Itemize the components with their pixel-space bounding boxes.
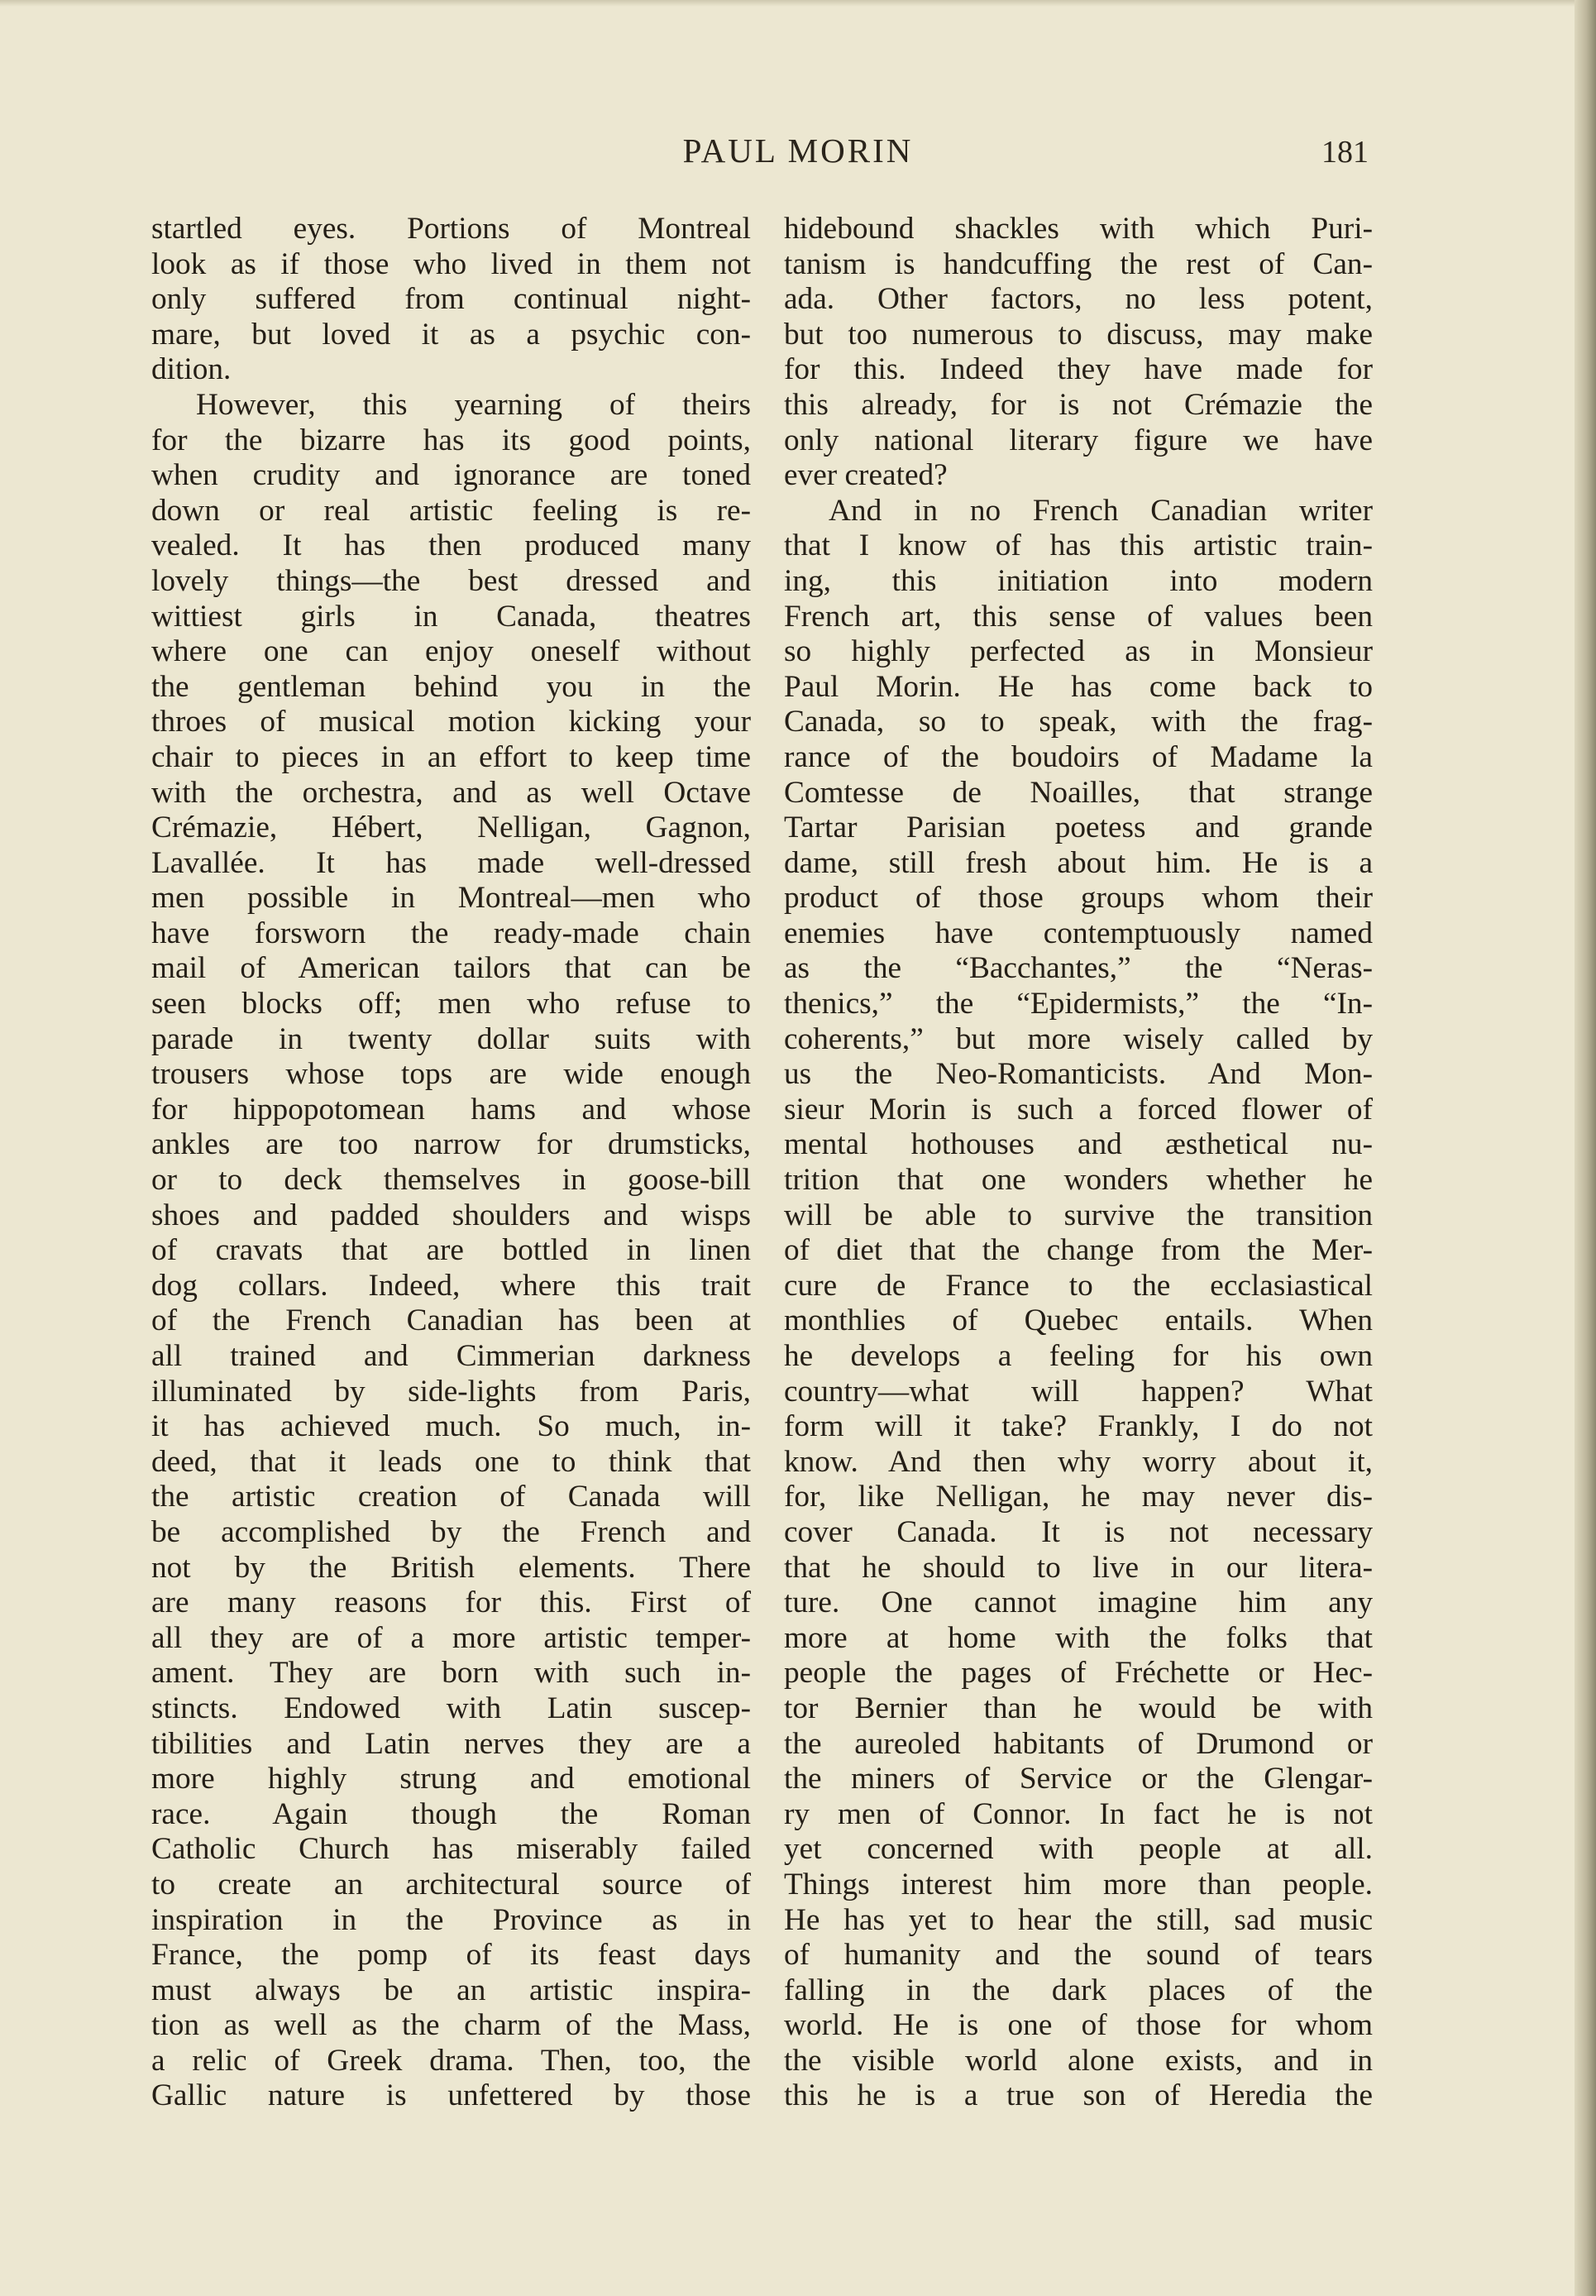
page-binding-edge [1574,0,1596,2296]
text-column-right [784,212,1373,2114]
text-line: he develops a feeling for his own [784,1339,1373,1373]
text-line: more at home with the folks that [784,1620,1373,1655]
text-line: must always be an artistic inspira- [151,1973,751,2007]
text-line: Catholic Church has miserably failed [151,1832,751,1867]
text-line: have forsworn the ready-made chain [151,916,751,950]
text-line: ing, this initiation into modern [784,563,1373,598]
text-line: only suffered from continual night- [151,282,751,317]
text-line: Comtesse de Noailles, that strange [784,775,1373,810]
text-line: deed, that it leads one to think that [151,1444,751,1479]
text-line: the artistic creation of Canada will [151,1480,751,1514]
text-line: ada. Other factors, no less potent, [784,282,1373,317]
text-line: coherents,” but more wisely called by [784,1021,1373,1056]
text-line: that I know of has this artistic train- [784,529,1373,563]
text-line: a relic of Greek drama. Then, too, the [151,2043,751,2078]
text-line: product of those groups whom their [784,881,1373,916]
text-line: Canada, so to speak, with the frag- [784,705,1373,739]
text-line: However, this yearning of theirs [196,387,751,422]
text-line: it has achieved much. So much, in- [151,1409,751,1444]
page-number: 181 [1321,135,1369,170]
text-line: Crémazie, Hébert, Nelligan, Gagnon, [151,811,751,845]
text-line: Paul Morin. He has come back to [784,669,1373,704]
text-line: ture. One cannot imagine him any [784,1586,1373,1620]
text-line: all trained and Cimmerian darkness [151,1339,751,1373]
text-line: mail of American tailors that can be [151,951,751,986]
text-line: are many reasons for this. First of [151,1586,751,1620]
text-line: for this. Indeed they have made for [784,352,1373,387]
text-line: where one can enjoy oneself without [151,634,751,669]
text-line: down or real artistic feeling is re- [151,493,751,528]
text-line: startled eyes. Portions of Montreal [151,212,751,246]
text-line: more highly strung and emotional [151,1762,751,1796]
page-top-edge [0,0,1596,7]
text-line: for hippopotomean hams and whose [151,1092,751,1126]
text-line: dog collars. Indeed, where this trait [151,1268,751,1303]
text-line: with the orchestra, and as well Octave [151,775,751,810]
text-line: Things interest him more than people. [784,1867,1373,1901]
text-line: of the French Canadian has been at [151,1303,751,1338]
text-line: Gallic nature is unfettered by those [151,2078,751,2113]
running-title: PAUL MORIN [682,132,914,170]
text-line: lovely things—the best dressed and [151,563,751,598]
text-line: trousers whose tops are wide enough [151,1057,751,1092]
text-line: ry men of Connor. In fact he is not [784,1796,1373,1831]
text-line: this he is a true son of Heredia the [784,2078,1373,2113]
text-line: for the bizarre has its good points, [151,423,751,457]
text-line: tibilities and Latin nerves they are a [151,1726,751,1761]
text-line: world. He is one of those for whom [784,2008,1373,2043]
text-line: tanism is handcuffing the rest of Can- [784,246,1373,281]
text-line: stincts. Endowed with Latin suscep- [151,1691,751,1725]
text-line: monthlies of Quebec entails. When [784,1303,1373,1338]
text-line: so highly perfected as in Monsieur [784,634,1373,669]
text-line: the miners of Service or the Glengar- [784,1762,1373,1796]
text-line: know. And then why worry about it, [784,1444,1373,1479]
text-line: vealed. It has then produced many [151,529,751,563]
text-line: to create an architectural source of [151,1867,751,1901]
text-line: people the pages of Fréchette or Hec- [784,1656,1373,1691]
text-line: shoes and padded shoulders and wisps [151,1198,751,1232]
text-line: tion as well as the charm of the Mass, [151,2008,751,2043]
text-line: country—what will happen? What [784,1374,1373,1409]
text-line: be accomplished by the French and [151,1514,751,1549]
text-line: hidebound shackles with which Puri- [784,212,1373,246]
text-line: or to deck themselves in goose-bill [151,1163,751,1198]
text-line: cover Canada. It is not necessary [784,1514,1373,1549]
text-line: ankles are too narrow for drumsticks, [151,1127,751,1162]
text-line: He has yet to hear the still, sad music [784,1902,1373,1937]
text-line: the gentleman behind you in the [151,669,751,704]
text-line: this already, for is not Crémazie the [784,387,1373,422]
text-line: enemies have contemptuously named [784,916,1373,950]
text-line: the visible world alone exists, and in [784,2043,1373,2078]
text-line: when crudity and ignorance are toned [151,458,751,493]
text-line: falling in the dark places of the [784,1973,1373,2007]
text-line: only national literary figure we have [784,423,1373,457]
text-line: ament. They are born with such in- [151,1656,751,1691]
text-line: France, the pomp of its feast days [151,1938,751,1973]
text-line: of diet that the change from the Mer- [784,1233,1373,1268]
text-line: inspiration in the Province as in [151,1902,751,1937]
text-line: look as if those who lived in them not [151,246,751,281]
text-line: thenics,” the “Epidermists,” the “In- [784,987,1373,1021]
text-line: wittiest girls in Canada, theatres [151,599,751,634]
text-line: that he should to live in our litera- [784,1550,1373,1585]
text-line: cure de France to the ecclasiastical [784,1268,1373,1303]
text-line: not by the British elements. There [151,1550,751,1585]
text-line: men possible in Montreal—men who [151,881,751,916]
text-line: mare, but loved it as a psychic con- [151,317,751,352]
text-line: for, like Nelligan, he may never dis- [784,1480,1373,1514]
text-line: parade in twenty dollar suits with [151,1021,751,1056]
text-line: sieur Morin is such a forced flower of [784,1092,1373,1126]
text-line: Lavallée. It has made well-dressed [151,845,751,880]
text-line: throes of musical motion kicking your [151,705,751,739]
text-line: dition. [151,352,232,387]
text-line: trition that one wonders whether he [784,1163,1373,1198]
text-line: mental hothouses and æsthetical nu- [784,1127,1373,1162]
text-line: chair to pieces in an effort to keep time [151,739,751,774]
text-line: illuminated by side-lights from Paris, [151,1374,751,1409]
text-line: but too numerous to discuss, may make [784,317,1373,352]
text-line: will be able to survive the transition [784,1198,1373,1232]
text-line: ever created? [784,458,948,493]
text-line: rance of the boudoirs of Madame la [784,739,1373,774]
text-line: And in no French Canadian writer [829,493,1373,528]
text-line: dame, still fresh about him. He is a [784,845,1373,880]
text-line: of humanity and the sound of tears [784,1938,1373,1973]
text-line: form will it take? Frankly, I do not [784,1409,1373,1444]
text-line: of cravats that are bottled in linen [151,1233,751,1268]
text-column-left [151,212,751,2114]
text-line: yet concerned with people at all. [784,1832,1373,1867]
text-line: us the Neo-Romanticists. And Mon- [784,1057,1373,1092]
text-line: Tartar Parisian poetess and grande [784,811,1373,845]
text-line: tor Bernier than he would be with [784,1691,1373,1725]
text-line: the aureoled habitants of Drumond or [784,1726,1373,1761]
text-line: all they are of a more artistic temper- [151,1620,751,1655]
text-line: race. Again though the Roman [151,1796,751,1831]
text-line: French art, this sense of values been [784,599,1373,634]
text-line: as the “Bacchantes,” the “Neras- [784,951,1373,986]
text-line: seen blocks off; men who refuse to [151,987,751,1021]
